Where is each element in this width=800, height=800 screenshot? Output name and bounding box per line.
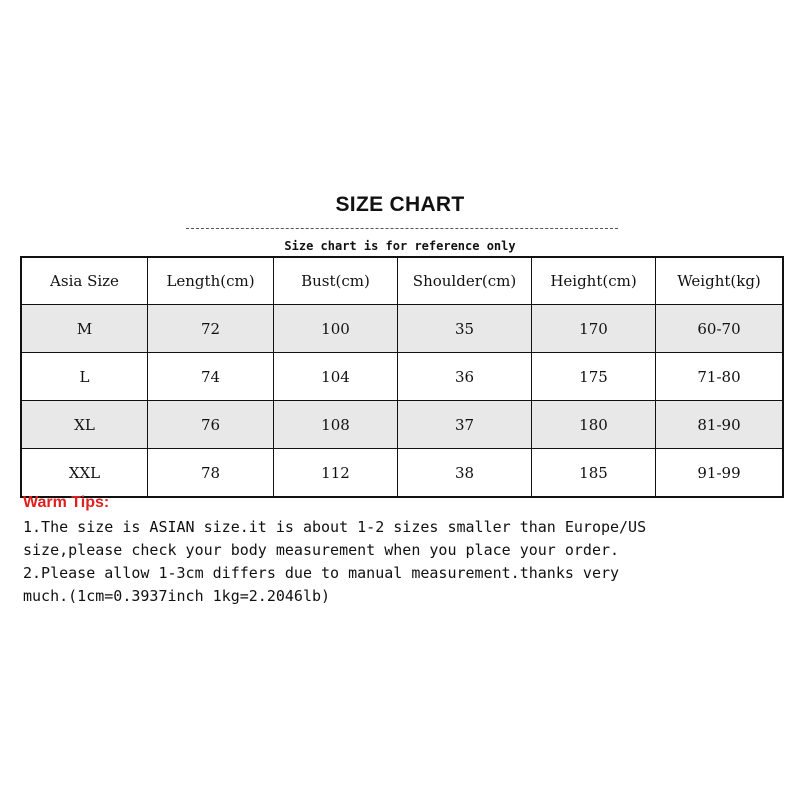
tips-line-3: 2.Please allow 1-3cm differs due to manual measurement.thanks very <box>23 564 620 582</box>
cell-height: 185 <box>532 449 656 496</box>
cell-weight: 91-99 <box>656 449 782 496</box>
tips-line-4: much.(1cm=0.3937inch 1kg=2.2046lb) <box>23 587 331 605</box>
cell-size: M <box>22 305 148 353</box>
cell-shoulder: 38 <box>398 449 532 496</box>
tips-line-1: 1.The size is ASIAN size.it is about 1-2 sizes smaller than Europe/US <box>23 518 647 536</box>
cell-bust: 112 <box>274 449 398 496</box>
cell-shoulder: 36 <box>398 353 532 401</box>
header-length: Length(cm) <box>148 258 274 305</box>
cell-length: 74 <box>148 353 274 401</box>
cell-length: 72 <box>148 305 274 353</box>
cell-size: L <box>22 353 148 401</box>
table-header-row <box>22 258 782 305</box>
cell-bust: 104 <box>274 353 398 401</box>
table-row <box>22 305 782 353</box>
page-title: SIZE CHART <box>335 193 465 216</box>
cell-shoulder: 35 <box>398 305 532 353</box>
title-divider <box>186 228 618 229</box>
cell-height: 170 <box>532 305 656 353</box>
cell-shoulder: 37 <box>398 401 532 449</box>
cell-size: XXL <box>22 449 148 496</box>
subtitle: Size chart is for reference only <box>284 239 516 253</box>
warm-tips-heading: Warm Tips: <box>23 494 110 511</box>
cell-size: XL <box>22 401 148 449</box>
header-height: Height(cm) <box>532 258 656 305</box>
header-bust: Bust(cm) <box>274 258 398 305</box>
cell-height: 175 <box>532 353 656 401</box>
cell-bust: 100 <box>274 305 398 353</box>
tips-line-2: size,please check your body measurement when you place your order. <box>23 541 620 559</box>
cell-weight: 81-90 <box>656 401 782 449</box>
cell-height: 180 <box>532 401 656 449</box>
cell-length: 78 <box>148 449 274 496</box>
table-row <box>22 353 782 401</box>
table-row <box>22 401 782 449</box>
cell-bust: 108 <box>274 401 398 449</box>
table-row <box>22 449 782 496</box>
header-shoulder: Shoulder(cm) <box>398 258 532 305</box>
header-asia-size: Asia Size <box>22 258 148 305</box>
cell-weight: 71-80 <box>656 353 782 401</box>
size-table <box>20 256 784 498</box>
cell-length: 76 <box>148 401 274 449</box>
cell-weight: 60-70 <box>656 305 782 353</box>
header-weight: Weight(kg) <box>656 258 782 305</box>
